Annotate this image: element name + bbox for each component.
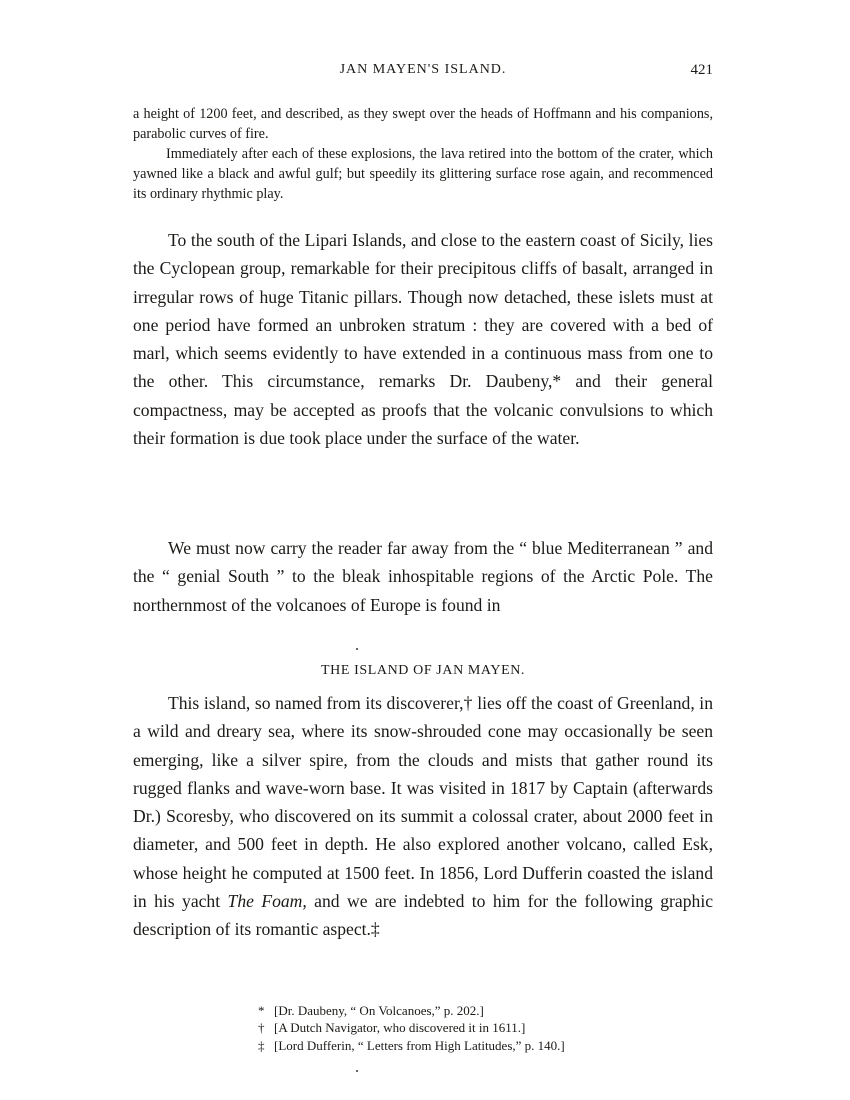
footnote-2: [258, 1019, 718, 1036]
ship-name: The Foam,: [227, 891, 307, 912]
paragraph-5-text-b: and we are indebted to him for the following graphic description of its romantic aspect.‡: [133, 891, 714, 940]
footnote-3: [258, 1037, 718, 1054]
footnote-text: [A Dutch Navigator, who discovered it in 1611.]: [274, 1020, 526, 1036]
running-head-title: JAN MAYEN'S ISLAND.: [339, 62, 507, 77]
jan-mayen-paragraph-block: [133, 689, 713, 944]
footnote-text: [Dr. Daubeny, “ On Volcanoes,” p. 202.]: [274, 1003, 484, 1018]
paragraph-1: a height of 1200 feet, and described, as they swept over the heads of Hoffmann and his companions, parabolic curves of fire.: [133, 106, 713, 142]
footnote-mark: †: [258, 1020, 265, 1036]
section-heading: THE ISLAND OF JAN MAYEN.: [320, 663, 526, 678]
cyclopean-paragraph-block: [133, 226, 713, 452]
arctic-paragraph-block: [133, 534, 713, 619]
footnote-text: [Lord Dufferin, “ Letters from High Latitudes,” p. 140.]: [274, 1037, 565, 1053]
running-head: [133, 62, 713, 84]
quoted-passage: [133, 104, 713, 204]
paragraph-5-text-a: This island, so named from its discoverer,† lies off the coast of Greenland, in a wild and dreary sea, where its snow-shrouded cone may occasionally be seen emerging, like a silver spire, from the clouds and mists that gather round its rugged flanks and wave-worn base. It was visited in 1817 by Captain (afterwards Dr.) Scoresby, who discovered on its summit a colossal crater, about 2000 feet in diameter, and 500 feet in depth. He also explored another volcano, called Esk, whose height he computed at 1500 feet. In 1856, Lord Dufferin coasted the island in his yacht: [133, 693, 713, 912]
print-speck: [356, 1070, 358, 1072]
footnotes: [258, 1002, 718, 1054]
page-number: 421: [690, 62, 713, 78]
footnote-mark: ‡: [258, 1037, 265, 1053]
paragraph-2: Immediately after each of these explosions, the lava retired into the bottom of the crater, which yawned like a black and awful gulf; but speedily its glittering surface rose again, and recommenced its ordinary rhythmic play.: [133, 146, 713, 202]
print-speck: [356, 648, 358, 650]
paragraph-4: We must now carry the reader far away from the “ blue Mediterranean ” and the “ genial South ” to the bleak inhospitable regions of the Arctic Pole. The northernmost of the volcanoes of Europe is found in: [133, 538, 713, 615]
footnote-1: [258, 1002, 718, 1019]
footnote-mark: *: [258, 1003, 265, 1018]
paragraph-3: To the south of the Lipari Islands, and close to the eastern coast of Sicily, lies the Cyclopean group, remarkable for their precipitous cliffs of basalt, arranged in irregular rows of huge Titanic pillars. Though now detached, these islets must at one period have formed an unbroken stratum : they are covered with a bed of marl, which seems evidently to have extended in a continuous mass from one to the other. This circumstance, remarks Dr. Daubeny,* and their general compactness, may be accepted as proofs that the volcanic convulsions to which their formation is due took place under the surface of the water.: [133, 230, 713, 449]
paragraph-5: [133, 689, 713, 944]
